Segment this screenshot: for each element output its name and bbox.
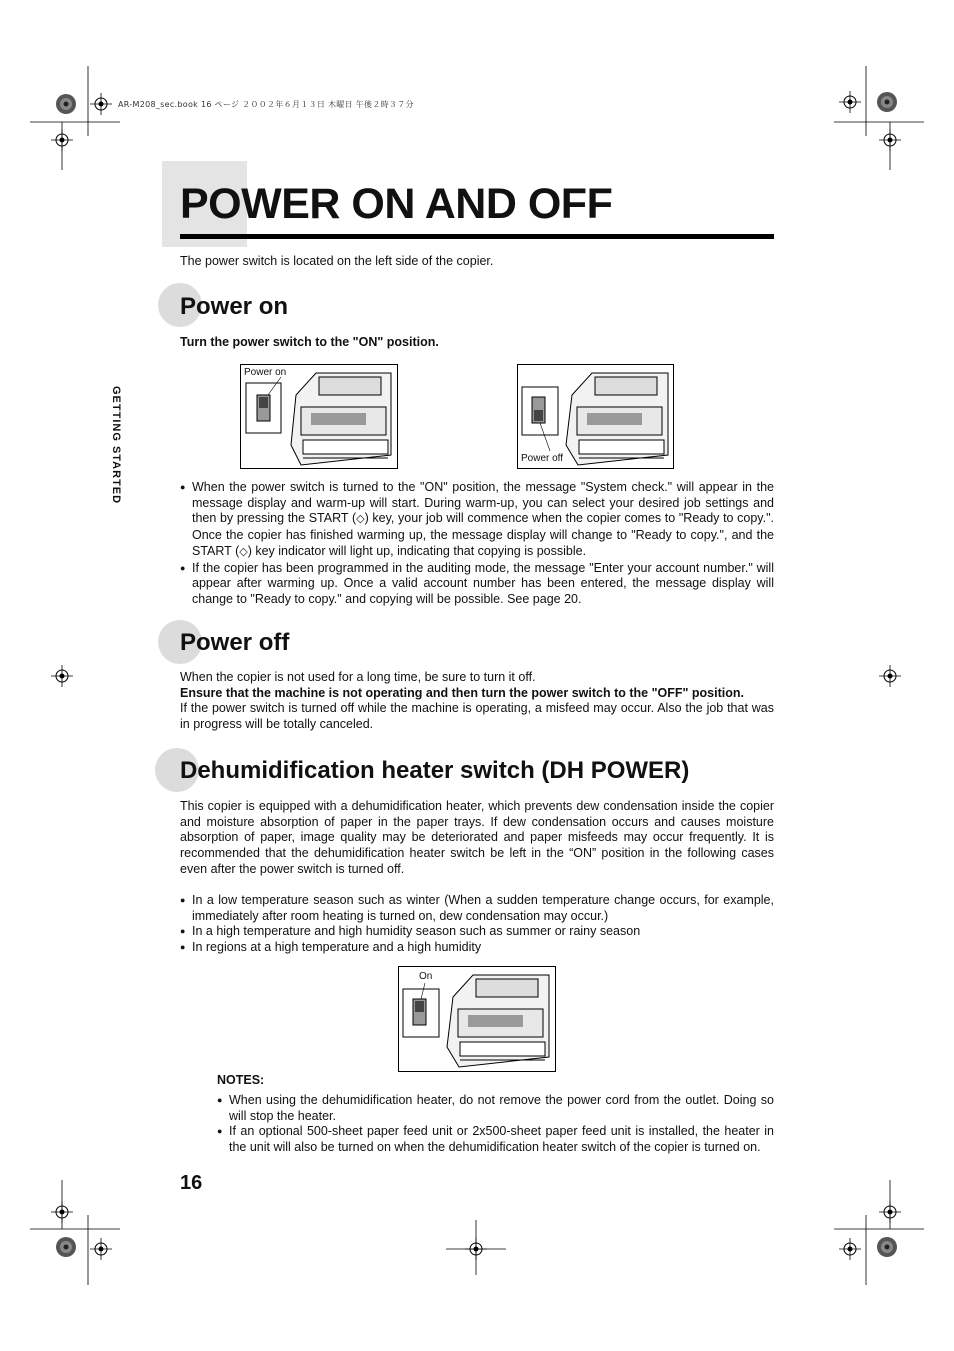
power-on-bullets: [180, 480, 774, 608]
page-title: POWER ON AND OFF: [180, 180, 613, 228]
list-item: ● If the copier has been programmed in the auditing mode, the message "Enter your account number." will appear after warming up. Once a valid account number has been entered, the message display will change to "Ready to copy." and copying will be possible. See page 20.: [180, 561, 774, 608]
side-tab: GETTING STARTED: [110, 386, 122, 505]
power-off-text: [180, 670, 774, 733]
heading-power-off: Power off: [180, 629, 290, 656]
power-off-warning: Ensure that the machine is not operating and then turn the power switch to the "OFF" position.: [180, 685, 744, 700]
start-key-icon: ◇: [239, 545, 248, 558]
list-item: ● In a low temperature season such as winter (When a sudden temperature change occurs, for example, immediately after room heating is turned on, dew condensation may occur.): [180, 893, 774, 924]
list-item: ● When the power switch is turned to the "ON" position, the message "System check." will appear in the message display and warm-up will start. During warm-up, you can select your desired job settings and then by pressing the START (◇) key, your job will commence when the copier comes to "Ready to copy.". Once the copier has finished warming up, the message display will change to "Ready to copy.", and the START (◇) key indicator will light up, indicating that copying is possible.: [180, 480, 774, 561]
copier-illustration: [399, 967, 555, 1071]
power-on-instruction: Turn the power switch to the "ON" position.: [180, 335, 439, 349]
figure-label: On: [419, 971, 433, 982]
page-number: 16: [180, 1172, 203, 1194]
intro-text: The power switch is located on the left side of the copier.: [180, 254, 494, 268]
notes-heading: NOTES:: [217, 1073, 265, 1087]
heading-power-on: Power on: [180, 293, 289, 320]
figure-label: Power on: [244, 367, 287, 378]
title-rule: [180, 234, 774, 239]
list-item: ● If an optional 500-sheet paper feed unit or 2x500-sheet paper feed unit is installed, the heater in the unit will also be turned on when the dehumidification heater switch of the copier is turned on.: [217, 1124, 774, 1155]
dh-bullets: [180, 893, 774, 956]
figure-dh-on: [398, 966, 556, 1072]
list-item: ● In a high temperature and high humidity season such as summer or rainy season: [180, 924, 774, 940]
figure-power-on: [240, 364, 398, 469]
heading-dh-power: Dehumidification heater switch (DH POWER): [180, 757, 690, 784]
notes-list: [217, 1093, 774, 1156]
figure-power-off: [517, 364, 674, 469]
copier-illustration: [241, 365, 397, 468]
print-info-line: AR-M208_sec.book 16 ページ ２００２年６月１３日 木曜日 午後２時３７分: [118, 100, 414, 109]
dh-paragraph: This copier is equipped with a dehumidification heater, which prevents dew condensation inside the copier and moisture absorption of paper in the paper trays. If dew condensation occurs and causes moisture absorption of paper, image quality may be deteriorated and paper misfeeds may occur frequently. It is recommended that the dehumidification heater switch be left in the “ON” position in the following cases even after the power switch is turned off.: [180, 799, 774, 876]
power-off-line: When the copier is not used for a long time, be sure to turn it off.: [180, 670, 536, 684]
start-key-icon: ◇: [356, 513, 365, 526]
power-off-line: If the power switch is turned off while the machine is operating, a misfeed may occur. Also the job that was in progress will be totally canceled.: [180, 701, 774, 732]
copier-illustration: [518, 365, 673, 468]
figure-label: Power off: [521, 453, 564, 464]
list-item: ● In regions at a high temperature and a high humidity: [180, 940, 774, 956]
list-item: ● When using the dehumidification heater, do not remove the power cord from the outlet. Doing so will stop the heater.: [217, 1093, 774, 1124]
